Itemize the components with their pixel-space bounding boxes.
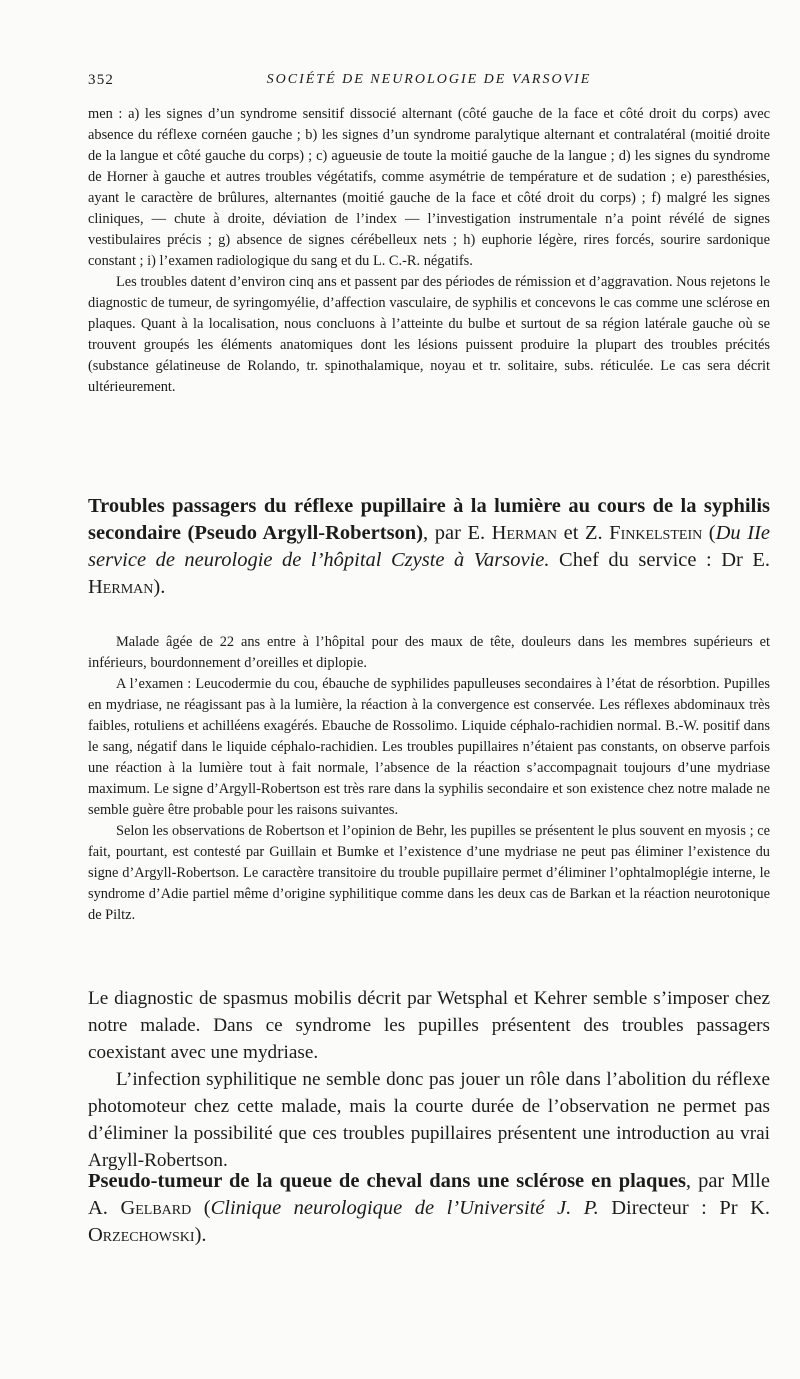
paragraph: L’infection syphilitique ne semble donc pas jouer un rôle dans l’abolition du réflexe photomoteur chez cette malade, mais la courte durée de l’observation ne permet pas d’éliminer la possibilité que ces troubles pupillaires présentent une introduction au vrai Argyll-Robertson.	[88, 1069, 770, 1171]
paragraph: Malade âgée de 22 ans entre à l’hôpital pour des maux de tête, douleurs dans les membres supérieurs et inférieurs, bourdonnement d’oreilles et diplopie.	[88, 634, 770, 671]
author-name: Finkelstein	[609, 522, 703, 544]
article-title: Troubles passagers du réflexe pupillaire à la lumière au cours de la syphilis secondaire (Pseudo Argyll-Robertson)	[88, 495, 770, 544]
case-summary-continued	[88, 104, 770, 398]
chief-name: Herman	[88, 576, 154, 598]
paragraph: Les troubles datent d’environ cinq ans et passent par des périodes de rémission et d’aggravation. Nous rejetons le diagnostic de tumeur, de syringomyélie, d’affection vasculaire, de syphilis et concevons le cas comme une sclérose en plaques. Quant à la localisation, nous concluons à l’atteinte du bulbe et surtout de sa région latérale gauche où se trouvent groupés les éléments anatomiques dont les lésions puissent produire la plupart des troubles précités (substance gélatineuse de Rolando, tr. spinothalamique, noyau et tr. solitaire, subs. réticulée. Le cas sera décrit ultérieurement.	[88, 274, 770, 395]
author-name: Herman	[491, 522, 558, 544]
paragraph: A l’examen : Leucodermie du cou, ébauche de syphilides papulleuses secondaires à l’état de résorbtion. Pupilles en mydriase, ne réagissant pas à la lumière, la réaction à la convergence est conservée. Les réflexes abdominaux très faibles, rotuliens et achilléens exagérés. Ebauche de Rossolimo. Liquide céphalo-rachidien normal. B.-W. positif dans le sang, négatif dans le liquide céphalo-rachidien. Les troubles pupillaires n’étaient pas constants, on observe parfois une réaction à la lumière tout à fait normale, l’absence de la réaction s’accompagnait toujours d’une mydriase maximum. Le signe d’Argyll-Robertson est très rare dans la syphilis secondaire et son existence chez notre malade ne semble guère être probable pour les raisons suivantes.	[88, 676, 770, 818]
affiliation: Du IIe service de neurologie de l’hôpital Czyste à Varsovie.	[88, 522, 770, 571]
page-number: 352	[88, 72, 115, 88]
running-head	[88, 72, 770, 94]
article-heading-pupillary-reflex: Troubles passagers du réflexe pupillaire à la lumière au cours de la syphilis secondaire (Pseudo Argyll-Robertson), par E. Herman et Z. Finkelstein (Du IIe service de neurologie de l’hôpital Czyste à Varsovie. Chef du service : Dr E. Herman).	[88, 495, 771, 598]
running-title: SOCIÉTÉ DE NEUROLOGIE DE VARSOVIE	[266, 72, 592, 87]
discussion	[88, 985, 770, 1174]
article-title: Pseudo-tumeur de la queue de cheval dans une sclérose en plaques	[88, 1170, 686, 1192]
director-name: Orzechowski	[88, 1224, 195, 1246]
paragraph: Le diagnostic de spasmus mobilis décrit par Wetsphal et Kehrer semble s’imposer chez notre malade. Dans ce syndrome les pupilles présentent des troubles passagers coexistant avec une mydriase.	[88, 988, 770, 1063]
paragraph: men : a) les signes d’un syndrome sensitif dissocié alternant (côté gauche de la face et côté droit du corps) avec absence du réflexe cornéen gauche ; b) les signes d’un syndrome paralytique alternant et contralatéral (moitié droite de la langue et côté gauche du corps) ; c) agueusie de toute la moitié gauche de la langue ; d) les signes du syndrome de Horner à gauche et autres troubles végétatifs, comme asymétrie de température et de sudation ; e) paresthésies, ayant le caractère de brûlures, alternantes (moitié gauche de la face et côté droit du corps) ; f) malgré les signes cliniques, — chute à droite, déviation de l’index — l’investigation instrumentale n’a point révélé de signes vestibulaires précis ; g) absence de signes cérébelleux nets ; h) euphorie légère, rires forcés, sourire sardonique constant ; i) l’examen radiologique du sang et du L. C.-R. négatifs.	[88, 106, 770, 269]
affiliation: Clinique neurologique de l’Université J. P.	[210, 1197, 599, 1219]
author-name: Gelbard	[120, 1197, 192, 1219]
article-heading-pseudo-tumour: Pseudo-tumeur de la queue de cheval dans une sclérose en plaques, par Mlle A. Gelbard (Clinique neurologique de l’Université J. P. Directeur : Pr K. Orzechowski).	[88, 1170, 770, 1246]
case-report	[88, 632, 770, 926]
paragraph: Selon les observations de Robertson et l’opinion de Behr, les pupilles se présentent le plus souvent en myosis ; ce fait, pourtant, est contesté par Guillain et Bumke et l’existence d’une mydriase ne peut pas éliminer l’existence du signe d’Argyll-Robertson. Le caractère transitoire du trouble pupillaire permet d’éliminer l’ophtalmoplégie interne, le syndrome d’Adie partiel même d’origine syphilitique comme dans les deux cas de Barkan et la réaction neurotonique de Piltz.	[88, 823, 770, 923]
